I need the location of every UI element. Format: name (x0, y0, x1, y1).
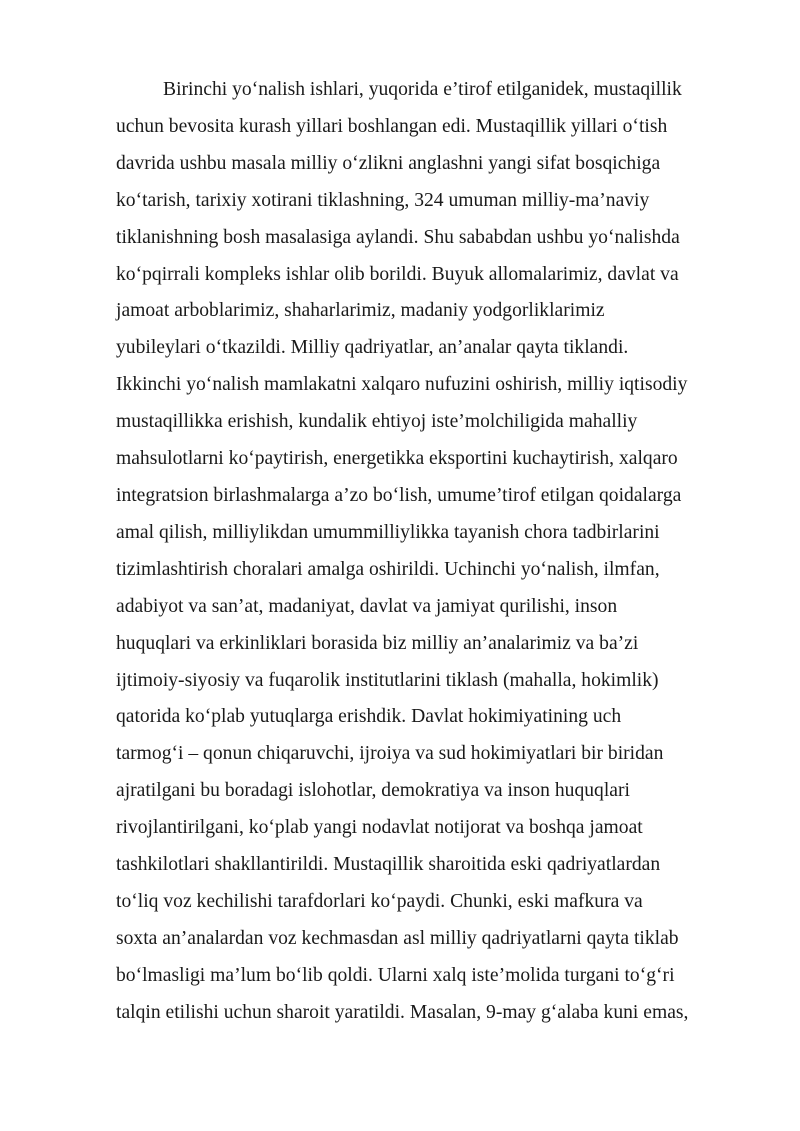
text-line: amal qilish, milliylikdan umummilliylikka tayanish chora tadbirlarini (116, 521, 660, 543)
text-line: talqin etilishi uchun sharoit yaratildi. Masalan, 9-may g‘alaba kuni emas, (116, 1001, 689, 1023)
text-line: integratsion birlashmalarga a’zo bo‘lish, umume’tirof etilgan qoidalarga (116, 484, 682, 506)
text-line: tiklanishning bosh masalasiga aylandi. Shu sababdan ushbu yo‘nalishda (116, 226, 680, 248)
text-line: tizimlashtirish choralari amalga oshirildi. Uchinchi yo‘nalish, ilmfan, (116, 558, 660, 580)
text-line: tarmog‘i – qonun chiqaruvchi, ijroiya va sud hokimiyatlari bir biridan (116, 743, 664, 765)
text-line: bo‘lmasligi ma’lum bo‘lib qoldi. Ularni xalq iste’molida turgani to‘g‘ri (116, 964, 675, 986)
text-line: huquqlari va erkinliklari borasida biz milliy an’analarimiz va ba’zi (116, 632, 639, 654)
text-line: Birinchi yo‘nalish ishlari, yuqorida e’tirof etilganidek, mustaqillik (163, 79, 682, 100)
text-line: qatorida ko‘plab yutuqlarga erishdik. Davlat hokimiyatining uch (116, 706, 622, 728)
text-line: Ikkinchi yo‘nalish mamlakatni xalqaro nufuzini oshirish, milliy iqtisodiy (116, 374, 688, 396)
text-line: ko‘tarish, tarixiy xotirani tiklashning, 324 umuman milliy-ma’naviy (116, 189, 650, 211)
text-line: soxta an’analardan voz kechmasdan asl milliy qadriyatlarni qayta tiklab (116, 927, 679, 949)
text-line: mustaqillikka erishish, kundalik ehtiyoj iste’molchiligida mahalliy (116, 411, 638, 433)
text-line: yubileylari o‘tkazildi. Milliy qadriyatlar, an’analar qayta tiklandi. (116, 337, 629, 359)
text-line: tashkilotlari shakllantirildi. Mustaqillik sharoitida eski qadriyatlardan (116, 854, 661, 876)
text-line: uchun bevosita kurash yillari boshlangan edi. Mustaqillik yillari o‘tish (116, 115, 668, 137)
text-line: adabiyot va san’at, madaniyat, davlat va jamiyat qurilishi, inson (116, 595, 618, 617)
text-line: to‘liq voz kechilishi tarafdorlari ko‘paydi. Chunki, eski mafkura va (116, 890, 643, 912)
text-line: davrida ushbu masala milliy o‘zlikni anglashni yangi sifat bosqichiga (116, 152, 661, 174)
text-line: ko‘pqirrali kompleks ishlar olib borildi. Buyuk allomalarimiz, davlat va (116, 263, 679, 285)
text-line: mahsulotlarni ko‘paytirish, energetikka eksportini kuchaytirish, xalqaro (116, 448, 678, 470)
text-line: ijtimoiy-siyosiy va fuqarolik institutlarini tiklash (mahalla, hokimlik) (116, 669, 659, 691)
body-paragraph (116, 72, 746, 1032)
text-line: jamoat arboblarimiz, shaharlarimiz, madaniy yodgorliklarimiz (116, 300, 605, 322)
text-line: ajratilgani bu boradagi islohotlar, demokratiya va inson huquqlari (116, 780, 630, 802)
text-line: rivojlantirilgani, ko‘plab yangi nodavlat notijorat va boshqa jamoat (116, 817, 643, 839)
